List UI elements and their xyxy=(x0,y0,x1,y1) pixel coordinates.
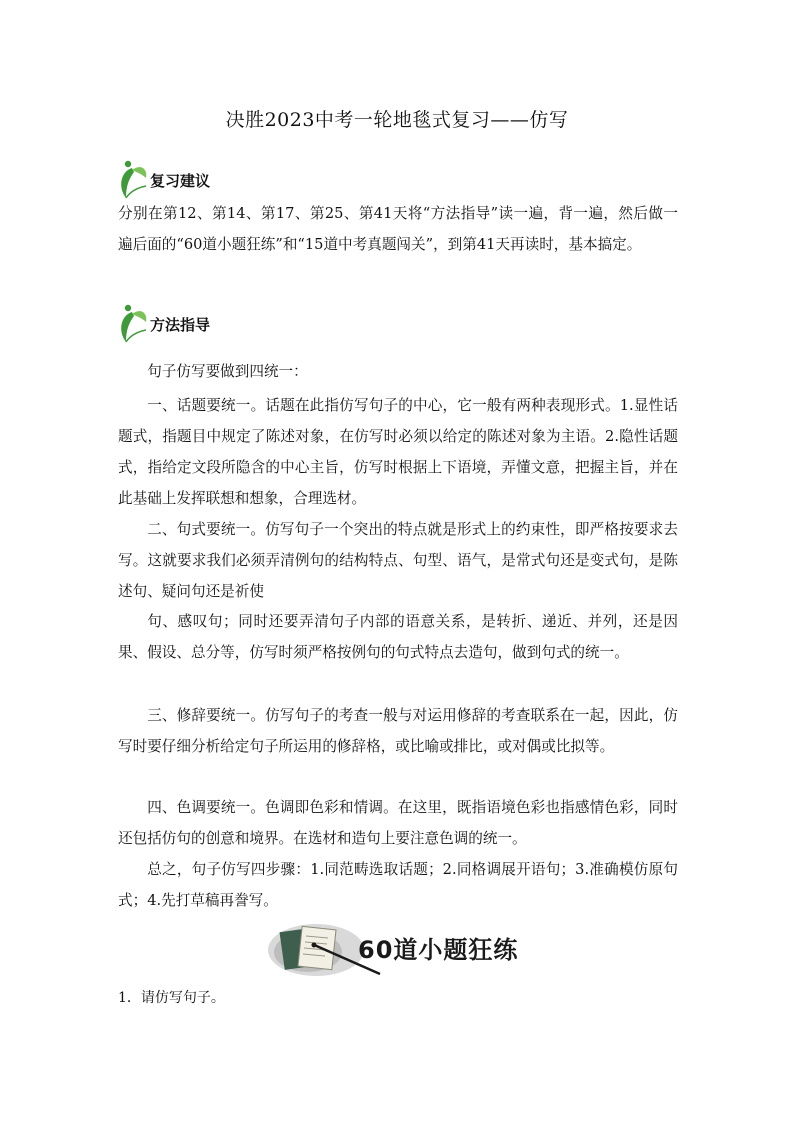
method-summary: 总之，句子仿写四步骤：1.同范畴选取话题；2.同格调展开语句；3.准确模仿原句式；4.先打草稿再誊写。 xyxy=(118,861,678,909)
green-leaf-icon xyxy=(116,302,150,346)
method-point-3: 三、修辞要统一。仿写句子的考查一般与对运用修辞的考查联系在一起，因此，仿写时要仔细分析给定句子所运用的修辞格，或比喻或排比，或对偶或比拟等。 xyxy=(118,707,678,755)
method-point-1: 一、话题要统一。话题在此指仿写句子的中心，它一般有两种表现形式。1.显性话题式，指题目中规定了陈述对象，在仿写时必须以给定的陈述对象为主语。2.隐性话题式，指给定文段所隐含的中心主旨，仿写时根据上下语境，弄懂文意，把握主旨，并在此基础上发挥联想和想象，合理选材。 xyxy=(118,397,678,507)
page-title: 决胜2023中考一轮地毯式复习——仿写 xyxy=(225,109,569,131)
banner-title: 60道小题狂练 xyxy=(358,936,519,964)
section-heading-method: 方法指导 xyxy=(150,316,211,334)
method-point-4: 四、色调要统一。色调即色彩和情调。在这里，既指语境色彩也指感情色彩，同时还包括仿句的创意和境界。在选材和造句上要注意色调的统一。 xyxy=(118,799,678,847)
section-heading-review: 复习建议 xyxy=(150,172,211,190)
question-1: 1．请仿写句子。 xyxy=(118,990,225,1006)
review-paragraph: 分别在第12、第14、第17、第25、第41天将“方法指导”读一遍，背一遍，然后做一遍后面的“60道小题狂练”和“15道中考真题闯关”，到第41天再读时，基本搞定。 xyxy=(118,205,678,253)
practice-banner xyxy=(268,918,538,980)
method-point-2b: 句、感叹句；同时还要弄清句子内部的语意关系，是转折、递近、并列，还是因果、假设、总分等，仿写时须严格按例句的句式特点去造句，做到句式的统一。 xyxy=(118,613,678,661)
method-intro: 句子仿写要做到四统一： xyxy=(147,363,308,380)
green-leaf-icon xyxy=(116,158,150,202)
method-point-2a: 二、句式要统一。仿写句子一个突出的特点就是形式上的约束性，即严格按要求去写。这就要求我们必须弄清例句的结构特点、句型、语气，是常式句还是变式句，是陈述句、疑问句还是祈使 xyxy=(118,521,678,600)
